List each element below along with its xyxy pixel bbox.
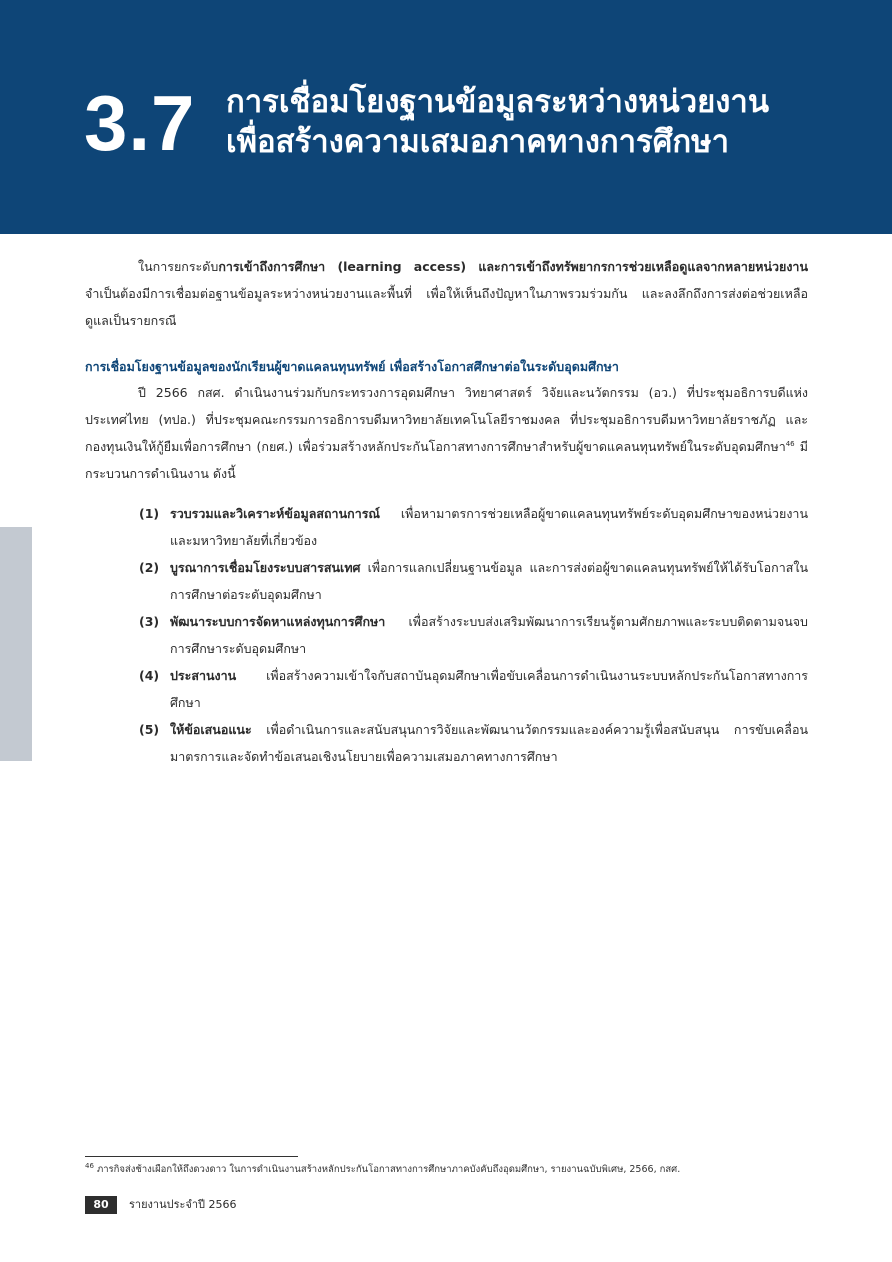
footnote-divider — [85, 1156, 298, 1157]
intro-pre: ในการยกระดับ — [138, 259, 219, 274]
footnote-text: ภารกิจส่งช้างเผือกให้ถึงดวงดาว ในการดำเนินงานสร้างหลักประกันโอกาสทางการศึกษาภาคบังคับถึงอุดมศึกษา, รายงานฉบับพิเศษ, 2566, กสศ. — [93, 1164, 681, 1175]
footnote-ref: 46 — [785, 439, 795, 448]
steps-list — [85, 500, 808, 770]
step-text: เพื่อสร้างระบบส่งเสริมพัฒนาการเรียนรู้ตามศักยภาพและระบบติดตามจนจบการศึกษาระดับอุดมศึกษา — [170, 614, 808, 656]
intro-bold: การเข้าถึงการศึกษา (learning access) และการเข้าถึงทรัพยากรการช่วยเหลือดูแลจากหลายหน่วยงาน — [218, 259, 808, 274]
step-title: ให้ข้อเสนอแนะ — [170, 722, 252, 737]
step-title: บูรณาการเชื่อมโยงระบบสารสนเทศ — [170, 560, 361, 575]
step-title: รวบรวมและวิเคราะห์ข้อมูลสถานการณ์ — [170, 506, 381, 521]
step-number: (2) — [139, 560, 160, 575]
step-title: พัฒนาระบบการจัดหาแหล่งทุนการศึกษา — [170, 614, 386, 629]
intro-post: จำเป็นต้องมีการเชื่อมต่อฐานข้อมูลระหว่างหน่วยงานและพื้นที่ เพื่อให้เห็นถึงปัญหาในภาพรวมร่วมกัน และลงลึกถึงการส่งต่อช่วยเหลือดูแลเป็นรายกรณี — [85, 286, 808, 328]
section-number: 3.7 — [84, 79, 196, 167]
main-content — [85, 253, 808, 770]
section-title-line1: การเชื่อมโยงฐานข้อมูลระหว่างหน่วยงาน — [226, 84, 770, 120]
list-item — [139, 608, 808, 662]
section-header-banner — [0, 0, 892, 234]
list-item — [139, 716, 808, 770]
list-item — [139, 662, 808, 716]
list-item — [139, 554, 808, 608]
step-number: (1) — [139, 506, 160, 521]
footnote-number: 46 — [85, 1161, 94, 1170]
running-title: รายงานประจำปี 2566 — [129, 1198, 237, 1211]
side-tab-marker — [0, 527, 32, 761]
step-text: เพื่อการแลกเปลี่ยนฐานข้อมูล และการส่งต่อผู้ขาดแคลนทุนทรัพย์ให้ได้รับโอกาสในการศึกษาต่อระดับอุดมศึกษา — [170, 560, 808, 602]
step-title: ประสานงาน — [170, 668, 237, 683]
subheading: การเชื่อมโยงฐานข้อมูลของนักเรียนผู้ขาดแคลนทุนทรัพย์ เพื่อสร้างโอกาสศึกษาต่อในระดับอุดมศึกษา — [85, 359, 619, 374]
step-number: (3) — [139, 614, 160, 629]
body-tail: มีกระบวนการดำเนินงาน ดังนี้ — [85, 439, 808, 481]
step-number: (5) — [139, 722, 160, 737]
step-number: (4) — [139, 668, 160, 683]
footnote — [85, 1162, 825, 1178]
step-text: เพื่อสร้างความเข้าใจกับสถาบันอุดมศึกษาเพื่อขับเคลื่อนการดำเนินงานระบบหลักประกันโอกาสทางการศึกษา — [170, 668, 808, 710]
intro-paragraph — [85, 253, 808, 334]
body-paragraph — [85, 379, 808, 487]
section-title — [226, 82, 769, 162]
list-item — [139, 500, 808, 554]
page-number: 80 — [85, 1196, 117, 1214]
step-text: เพื่อหามาตรการช่วยเหลือผู้ขาดแคลนทุนทรัพย์ระดับอุดมศึกษาของหน่วยงาน และมหาวิทยาลัยที่เกี่ยวข้อง — [170, 506, 808, 548]
body-text: ปี 2566 กสศ. ดำเนินงานร่วมกับกระทรวงการอุดมศึกษา วิทยาศาสตร์ วิจัยและนวัตกรรม (อว.) ที่ประชุมอธิการบดีแห่งประเทศไทย (ทปอ.) ที่ประชุมคณะกรรมการอธิการบดีมหาวิทยาลัยเทคโนโลยีราชมงคล ที่ประชุมอธิการบดีมหาวิทยาลัยราชภัฏ และกองทุนเงินให้กู้ยืมเพื่อการศึกษา (กยศ.) เพื่อร่วมสร้างหลักประกันโอกาสทางการศึกษาสำหรับผู้ขาดแคลนทุนทรัพย์ในระดับอุดมศึกษา — [85, 385, 808, 454]
step-text: เพื่อดำเนินการและสนับสนุนการวิจัยและพัฒนานวัตกรรมและองค์ความรู้เพื่อสนับสนุน การขับเคลื่อนมาตรการและจัดทำข้อเสนอเชิงนโยบายเพื่อความเสมอภาคทางการศึกษา — [170, 722, 808, 764]
section-title-line2: เพื่อสร้างความเสมอภาคทางการศึกษา — [226, 124, 729, 160]
